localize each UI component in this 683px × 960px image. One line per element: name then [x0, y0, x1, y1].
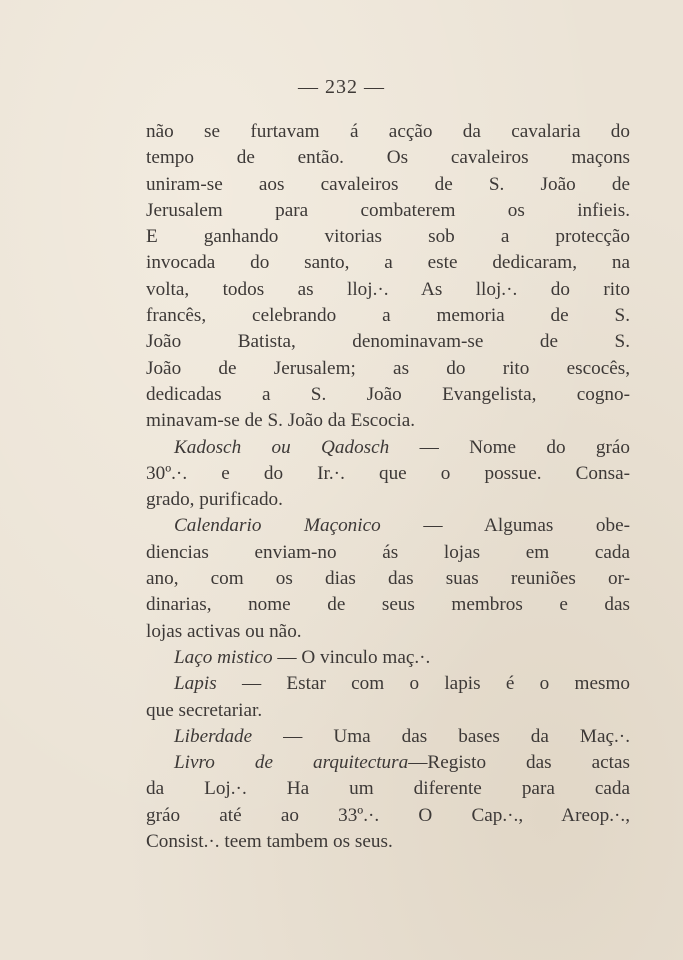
- text-run: diencias enviam-no ás lojas em cada: [146, 541, 630, 563]
- text-line: [146, 698, 630, 724]
- text-run: 30º.·. e do Ir.·. que o possue. Consa-: [146, 462, 630, 484]
- text-run: dinarias, nome de seus membros e das: [146, 594, 630, 616]
- text-line: [146, 566, 630, 592]
- text-line: [146, 277, 630, 303]
- text-line: [146, 382, 630, 408]
- text-line: [146, 224, 630, 250]
- text-line: [146, 329, 630, 355]
- text-run: não se furtavam á acção da cavalaria do: [146, 121, 630, 142]
- text-line: [146, 487, 630, 513]
- text-run: gráo até ao 33º.·. O Cap.·., Areop.·.,: [146, 804, 630, 826]
- text-line: [146, 461, 630, 487]
- text-line: [146, 198, 630, 224]
- text-run: João Batista, denominavam-se de S.: [146, 331, 630, 353]
- text-line: [146, 356, 630, 382]
- entry-term: Kadosch ou Qadosch: [174, 436, 390, 458]
- text-run: — Nome do gráo: [389, 436, 630, 458]
- text-line: [146, 803, 630, 829]
- text-line: [146, 540, 630, 566]
- entry-term: Livro de arquitectura: [174, 752, 409, 774]
- text-line: [146, 645, 630, 671]
- text-run: uniram-se aos cavaleiros de S. João de: [146, 173, 630, 195]
- text-run: dedicadas a S. João Evangelista, cogno-: [146, 383, 630, 405]
- entry-term: Liberdade: [174, 725, 253, 747]
- text-run: lojas activas ou não.: [146, 620, 302, 642]
- text-run: grado, purificado.: [146, 489, 283, 511]
- text-line: [146, 724, 630, 750]
- entry-term: Calendario Maçonico: [174, 515, 381, 537]
- text-line: [146, 303, 630, 329]
- text-run: —Registo das actas: [408, 752, 630, 774]
- text-run: — O vinculo maç.·.: [272, 646, 431, 668]
- text-line: [146, 513, 630, 539]
- text-run: João de Jerusalem; as do rito escocês,: [146, 357, 630, 379]
- text-line: [146, 408, 630, 434]
- text-line: [146, 145, 630, 171]
- text-run: — Algumas obe-: [380, 515, 630, 537]
- text-run: volta, todos as lloj.·. As lloj.·. do rito: [146, 278, 630, 300]
- text-line: [146, 250, 630, 276]
- text-run: E ganhando vitorias sob a protecção: [146, 226, 630, 248]
- entry-term: Lapis: [174, 673, 217, 695]
- text-run: tempo de então. Os cavaleiros maçons: [146, 147, 630, 169]
- text-run: minavam-se de S. João da Escocia.: [146, 410, 416, 432]
- text-run: da Loj.·. Ha um diferente para cada: [146, 778, 630, 800]
- text-run: que secretariar.: [146, 699, 263, 721]
- text-line: [146, 119, 630, 145]
- body-text: [146, 119, 630, 855]
- text-line: [146, 592, 630, 618]
- page-number: — 232 —: [298, 76, 385, 98]
- text-run: Jerusalem para combaterem os infieis.: [146, 199, 630, 221]
- text-run: Consist.·. teem tambem os seus.: [146, 831, 393, 853]
- text-line: [146, 776, 630, 802]
- text-line: [146, 435, 630, 461]
- text-run: invocada do santo, a este dedicaram, na: [146, 252, 630, 274]
- text-line: [146, 619, 630, 645]
- text-line: [146, 172, 630, 198]
- entry-term: Laço mistico: [174, 646, 273, 668]
- text-run: ano, com os dias das suas reuniões or-: [146, 568, 630, 590]
- text-line: [146, 750, 630, 776]
- text-line: [146, 829, 630, 855]
- text-run: — Estar com o lapis é o mesmo: [216, 673, 630, 695]
- text-run: francês, celebrando a memoria de S.: [146, 305, 630, 327]
- text-run: — Uma das bases da Maç.·.: [252, 725, 630, 747]
- text-line: [146, 671, 630, 697]
